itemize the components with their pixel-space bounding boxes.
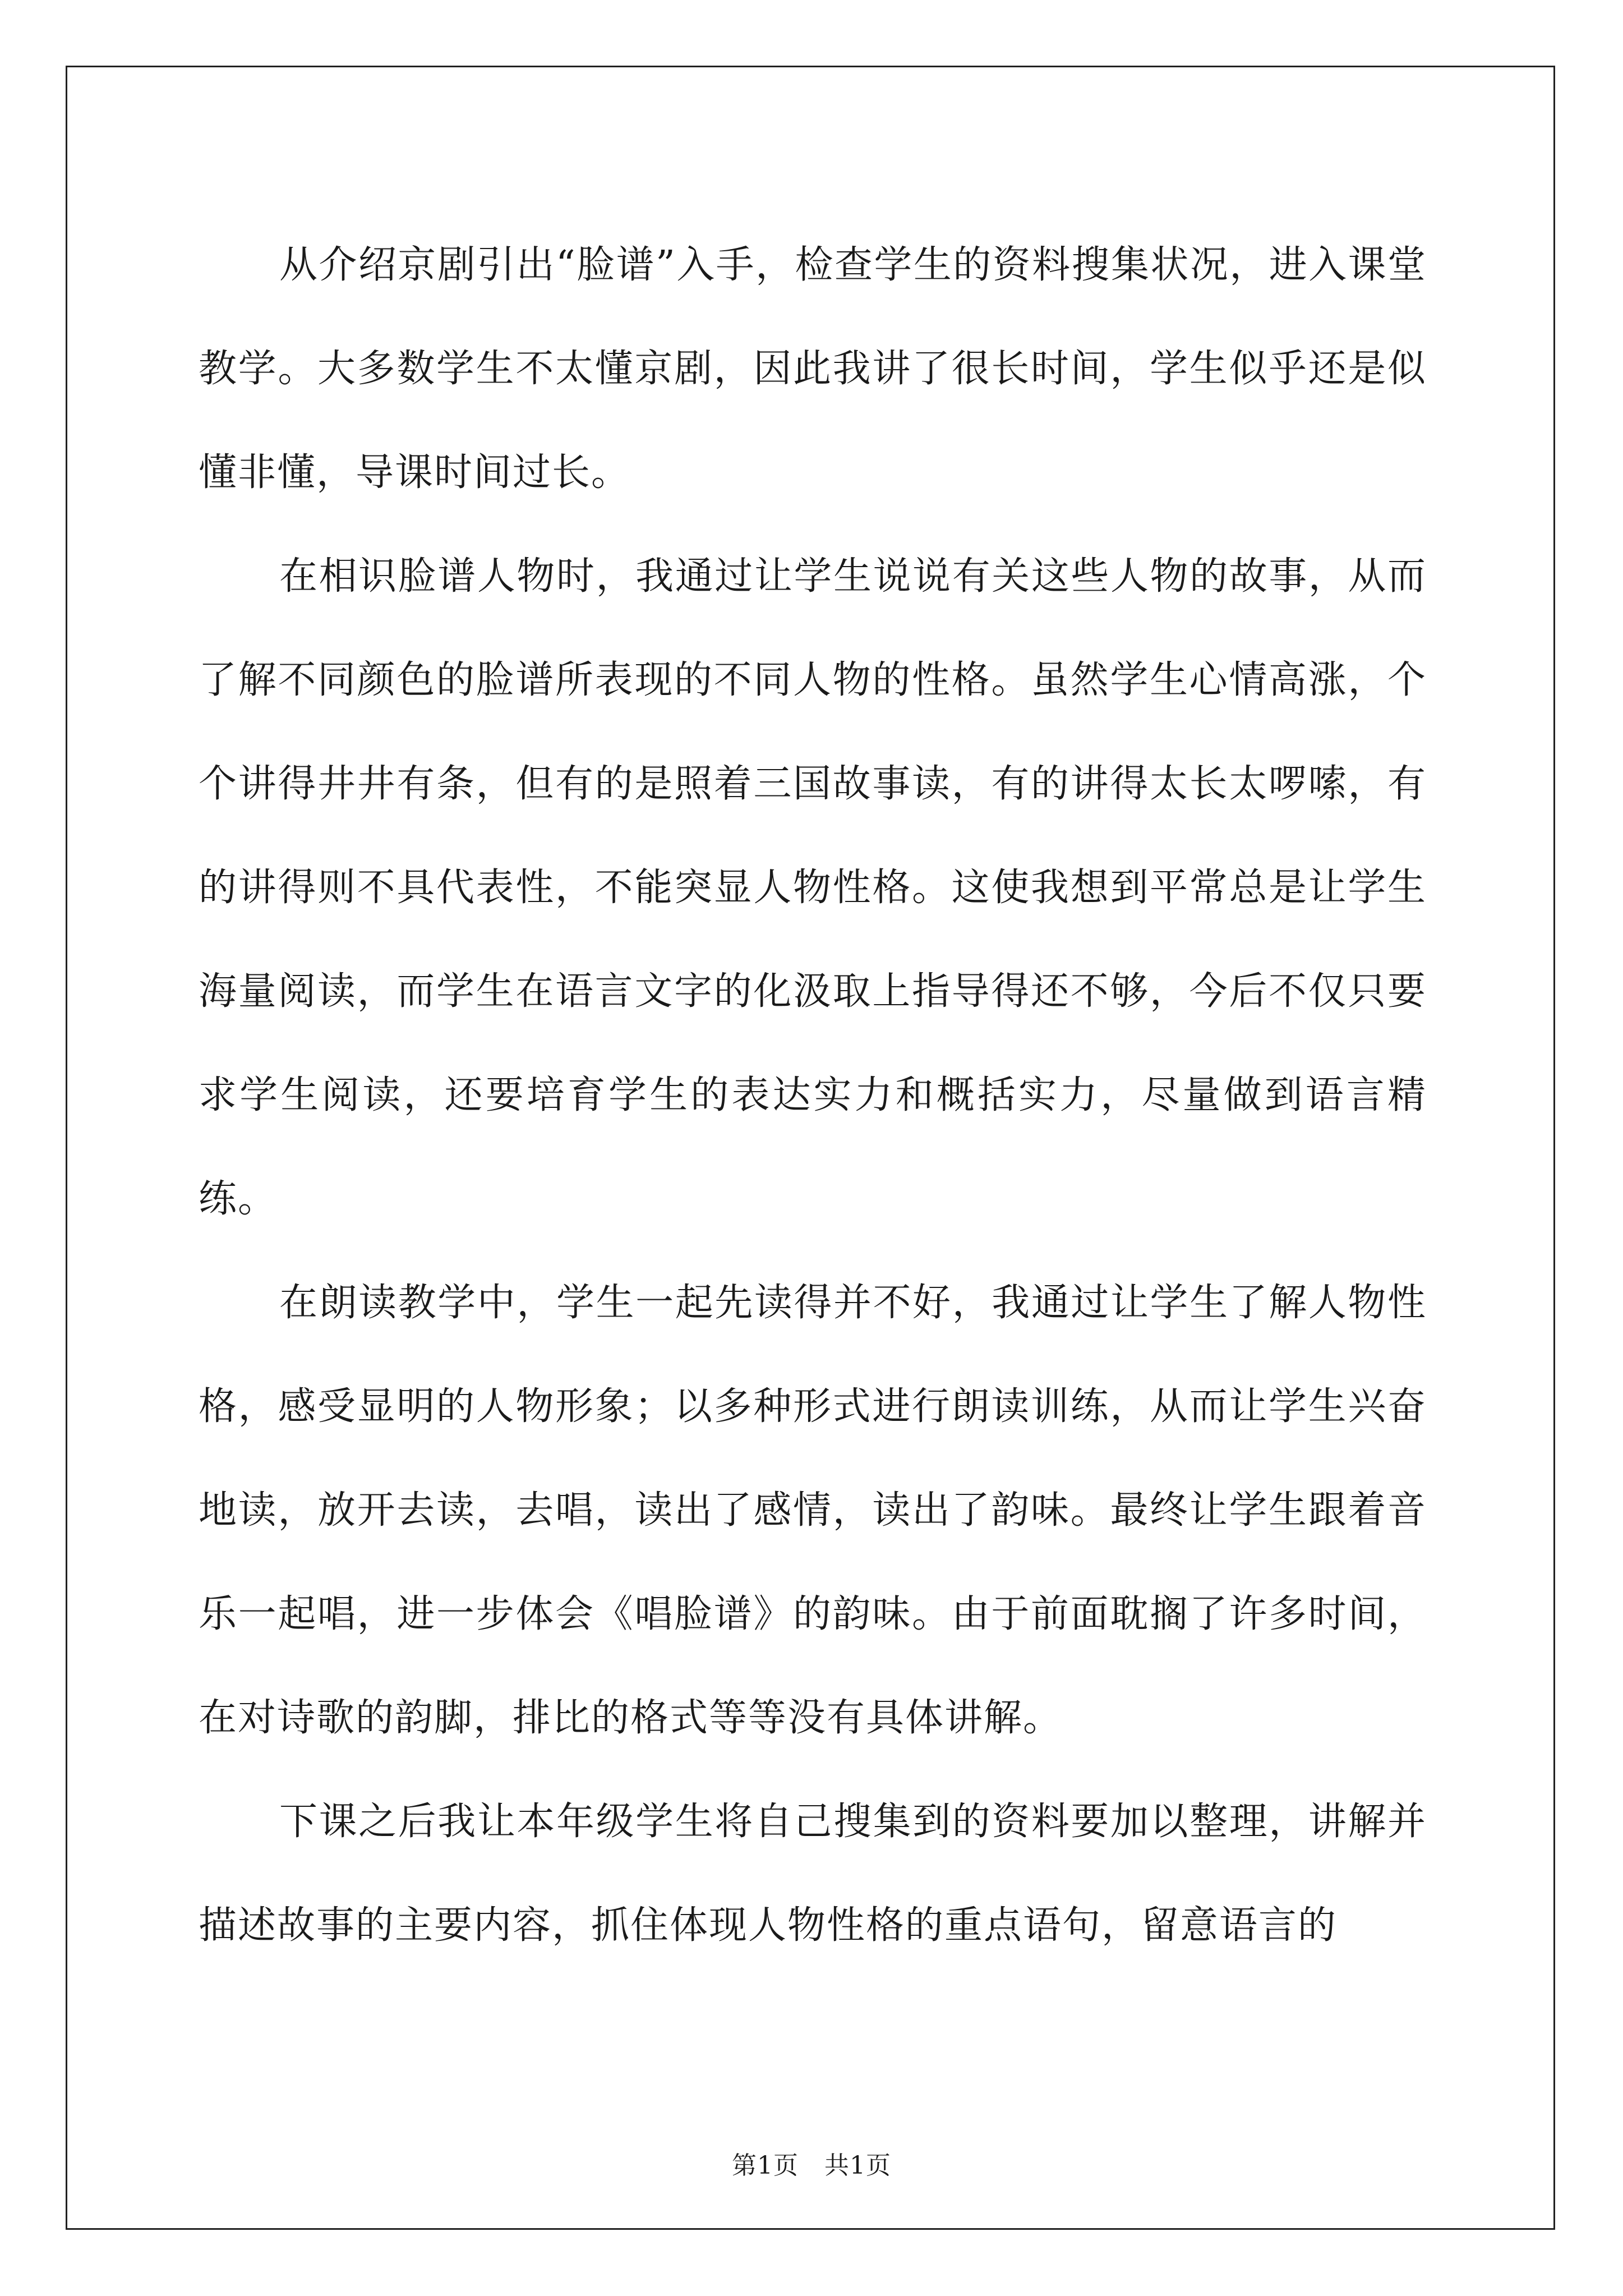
paragraph-4: 下课之后我让本年级学生将自己搜集到的资料要加以整理，讲解并描述故事的主要内容，抓住体现人物性格的重点语句，留意语言的 bbox=[199, 1800, 1427, 1948]
page-footer bbox=[0, 2145, 1623, 2181]
page-number: 第1页 bbox=[732, 2151, 799, 2180]
paragraph-3: 在朗读教学中，学生一起先读得并不好，我通过让学生了解人物性格，感受显明的人物形象；以多种形式进行朗读训练，从而让学生兴奋地读，放开去读，去唱，读出了感情，读出了韵味。最终让学生跟着音乐一起唱，进一步体会《唱脸谱》的韵味。由于前面耽搁了许多时间，在对诗歌的韵脚，排比的格式等等没有具体讲解。 bbox=[199, 1281, 1427, 1740]
paragraph-2: 在相识脸谱人物时，我通过让学生说说有关这些人物的故事，从而了解不同颜色的脸谱所表现的不同人物的性格。虽然学生心情高涨，个个讲得井井有条，但有的是照着三国故事读，有的讲得太长太啰嗦，有的讲得则不具代表性，不能突显人物性格。这使我想到平常总是让学生海量阅读，而学生在语言文字的化汲取上指导得还不够，今后不仅只要求学生阅读，还要培育学生的表达实力和概括实力，尽量做到语言精练。 bbox=[199, 554, 1427, 1221]
page-total: 共1页 bbox=[824, 2151, 891, 2180]
document-body bbox=[199, 213, 1427, 1977]
paragraph-1: 从介绍京剧引出“脸谱”入手，检查学生的资料搜集状况，进入课堂教学。大多数学生不太懂京剧，因此我讲了很长时间，学生似乎还是似懂非懂，导课时间过长。 bbox=[199, 243, 1427, 495]
